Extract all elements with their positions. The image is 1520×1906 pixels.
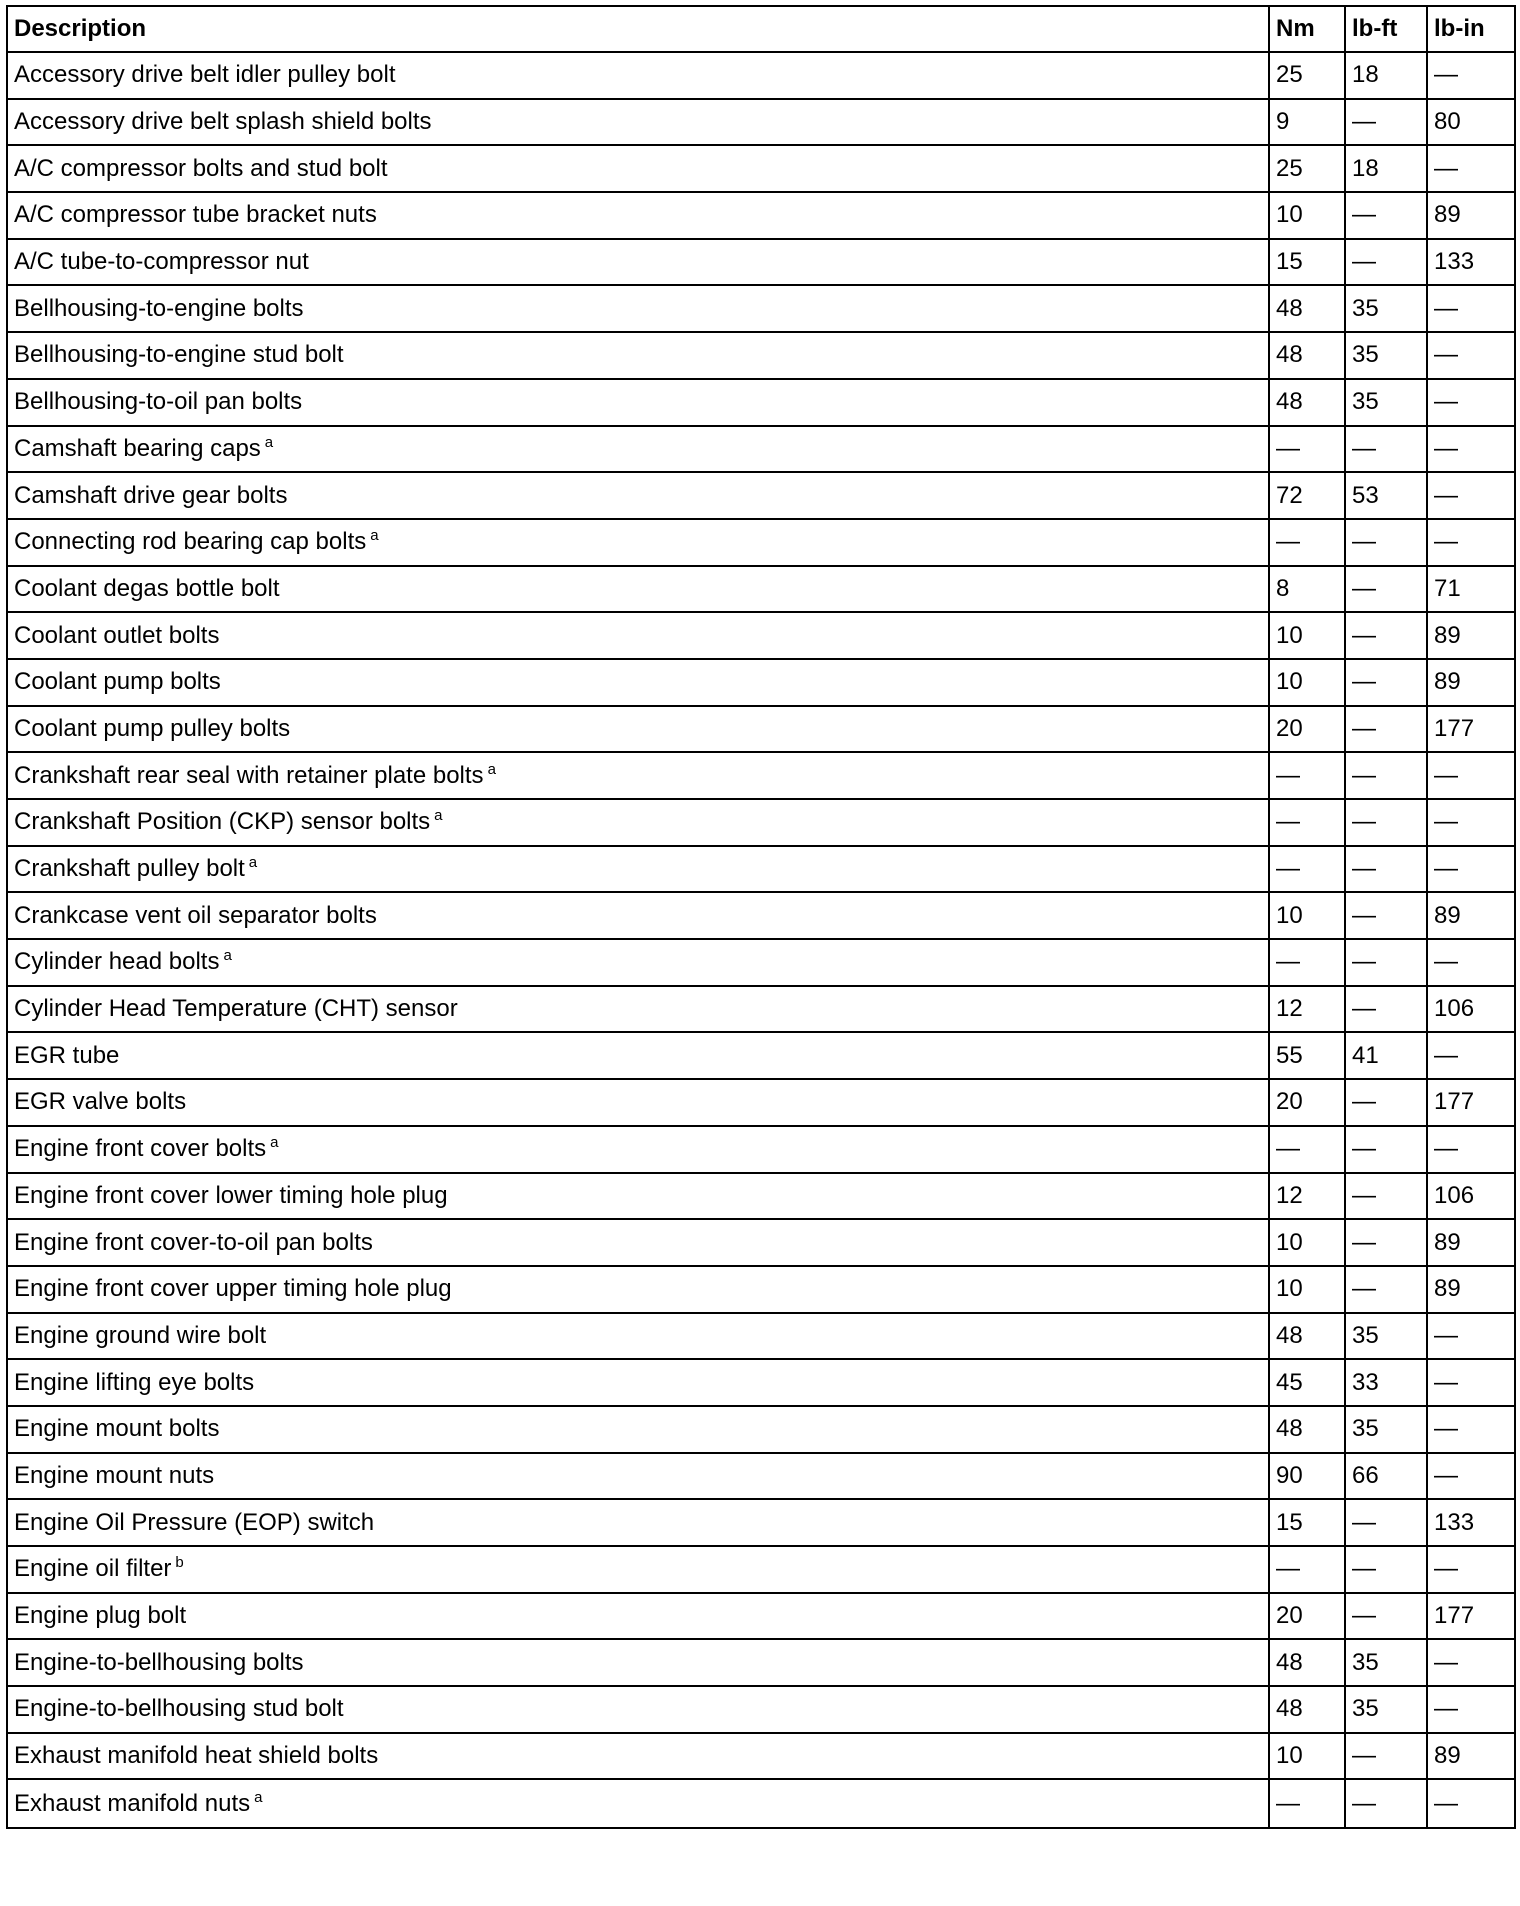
description-text: Connecting rod bearing cap bolts: [14, 528, 367, 556]
table-row: [7, 706, 1515, 753]
cell-lb-in: —: [1427, 426, 1515, 473]
description-text: Engine plug bolt: [14, 1602, 187, 1630]
cell-lb-ft: —: [1345, 846, 1427, 893]
cell-lb-in: 89: [1427, 192, 1515, 239]
description-text: Coolant pump pulley bolts: [14, 714, 291, 742]
cell-description: [7, 1173, 1269, 1220]
cell-lb-in: —: [1427, 519, 1515, 566]
cell-lb-in: —: [1427, 1359, 1515, 1406]
cell-lb-in: —: [1427, 285, 1515, 332]
table-row: [7, 892, 1515, 939]
cell-lb-ft: —: [1345, 892, 1427, 939]
description-text: Coolant pump bolts: [14, 668, 221, 696]
cell-lb-ft: 18: [1345, 145, 1427, 192]
cell-lb-in: 133: [1427, 1499, 1515, 1546]
cell-description: [7, 1126, 1269, 1173]
description-text: Coolant degas bottle bolt: [14, 574, 280, 602]
cell-lb-ft: —: [1345, 239, 1427, 286]
cell-nm: 48: [1269, 332, 1345, 379]
table-row: [7, 846, 1515, 893]
cell-nm: 10: [1269, 1733, 1345, 1780]
description-text: Bellhousing-to-engine stud bolt: [14, 341, 344, 369]
col-header-lb-ft: lb-ft: [1345, 6, 1427, 52]
table-row: [7, 799, 1515, 846]
cell-nm: 12: [1269, 986, 1345, 1033]
cell-nm: 48: [1269, 379, 1345, 426]
cell-lb-in: —: [1427, 752, 1515, 799]
cell-description: [7, 706, 1269, 753]
cell-description: [7, 332, 1269, 379]
cell-lb-ft: 53: [1345, 472, 1427, 519]
cell-lb-ft: —: [1345, 1779, 1427, 1828]
cell-description: [7, 799, 1269, 846]
cell-description: [7, 846, 1269, 893]
cell-lb-ft: —: [1345, 799, 1427, 846]
cell-description: [7, 752, 1269, 799]
cell-lb-in: —: [1427, 939, 1515, 986]
cell-nm: 90: [1269, 1453, 1345, 1500]
cell-description: [7, 426, 1269, 473]
cell-description: [7, 1219, 1269, 1266]
description-text: Coolant outlet bolts: [14, 621, 220, 649]
cell-nm: 10: [1269, 1266, 1345, 1313]
cell-nm: 10: [1269, 612, 1345, 659]
cell-description: [7, 892, 1269, 939]
description-text: Engine oil filter: [14, 1555, 172, 1583]
cell-lb-in: 177: [1427, 1079, 1515, 1126]
cell-nm: 9: [1269, 99, 1345, 146]
cell-lb-in: —: [1427, 1453, 1515, 1500]
table-row: [7, 939, 1515, 986]
cell-lb-ft: —: [1345, 939, 1427, 986]
cell-description: [7, 239, 1269, 286]
cell-nm: 20: [1269, 1079, 1345, 1126]
cell-description: [7, 659, 1269, 706]
description-text: Bellhousing-to-engine bolts: [14, 294, 304, 322]
cell-lb-in: —: [1427, 1126, 1515, 1173]
cell-nm: —: [1269, 939, 1345, 986]
cell-description: [7, 1313, 1269, 1360]
cell-lb-in: 106: [1427, 1173, 1515, 1220]
footnote-marker: a: [370, 527, 379, 545]
cell-description: [7, 566, 1269, 613]
footnote-marker: a: [223, 947, 232, 965]
table-row: [7, 239, 1515, 286]
cell-nm: 48: [1269, 1406, 1345, 1453]
cell-nm: 8: [1269, 566, 1345, 613]
cell-nm: 10: [1269, 1219, 1345, 1266]
cell-lb-in: 177: [1427, 706, 1515, 753]
cell-description: [7, 1406, 1269, 1453]
description-text: EGR tube: [14, 1041, 120, 1069]
cell-description: [7, 519, 1269, 566]
description-text: Engine front cover lower timing hole plug: [14, 1181, 448, 1209]
cell-lb-ft: —: [1345, 659, 1427, 706]
cell-description: [7, 1359, 1269, 1406]
table-row: [7, 145, 1515, 192]
cell-lb-in: 106: [1427, 986, 1515, 1033]
col-header-description: Description: [7, 6, 1269, 52]
footnote-marker: a: [434, 807, 443, 825]
table-row: [7, 519, 1515, 566]
cell-lb-in: —: [1427, 1686, 1515, 1733]
description-text: Camshaft drive gear bolts: [14, 481, 288, 509]
description-text: A/C compressor bolts and stud bolt: [14, 154, 388, 182]
footnote-marker: a: [248, 854, 258, 872]
cell-lb-ft: —: [1345, 566, 1427, 613]
description-text: Engine-to-bellhousing bolts: [14, 1648, 304, 1676]
cell-lb-ft: 35: [1345, 1639, 1427, 1686]
cell-lb-ft: —: [1345, 1173, 1427, 1220]
cell-lb-in: 133: [1427, 239, 1515, 286]
cell-description: [7, 1453, 1269, 1500]
table-row: [7, 566, 1515, 613]
table-row: [7, 752, 1515, 799]
cell-lb-in: 89: [1427, 1219, 1515, 1266]
cell-lb-ft: —: [1345, 99, 1427, 146]
description-text: A/C tube-to-compressor nut: [14, 248, 309, 276]
cell-lb-ft: 35: [1345, 1686, 1427, 1733]
cell-nm: 15: [1269, 239, 1345, 286]
cell-nm: 48: [1269, 1639, 1345, 1686]
cell-nm: 15: [1269, 1499, 1345, 1546]
cell-lb-in: —: [1427, 846, 1515, 893]
table-row: [7, 1313, 1515, 1360]
table-row: [7, 659, 1515, 706]
cell-lb-ft: 18: [1345, 52, 1427, 99]
cell-nm: 20: [1269, 706, 1345, 753]
cell-nm: 48: [1269, 1313, 1345, 1360]
description-text: Engine front cover-to-oil pan bolts: [14, 1228, 373, 1256]
description-text: Accessory drive belt idler pulley bolt: [14, 61, 396, 89]
cell-description: [7, 986, 1269, 1033]
table-row: [7, 1079, 1515, 1126]
cell-lb-in: —: [1427, 1546, 1515, 1593]
table-row: [7, 1779, 1515, 1828]
col-header-nm: Nm: [1269, 6, 1345, 52]
table-row: [7, 1733, 1515, 1780]
cell-description: [7, 1499, 1269, 1546]
description-text: Crankshaft Position (CKP) sensor bolts: [14, 808, 431, 836]
cell-lb-ft: 66: [1345, 1453, 1427, 1500]
table-row: [7, 192, 1515, 239]
table-row: [7, 612, 1515, 659]
cell-lb-ft: 35: [1345, 379, 1427, 426]
cell-lb-in: —: [1427, 1639, 1515, 1686]
cell-description: [7, 1733, 1269, 1780]
cell-lb-ft: —: [1345, 192, 1427, 239]
table-row: [7, 1032, 1515, 1079]
cell-lb-in: —: [1427, 1406, 1515, 1453]
cell-lb-in: 89: [1427, 1266, 1515, 1313]
cell-lb-in: 177: [1427, 1593, 1515, 1640]
cell-nm: 48: [1269, 1686, 1345, 1733]
description-text: Engine lifting eye bolts: [14, 1368, 255, 1396]
table-row: [7, 472, 1515, 519]
cell-lb-in: 71: [1427, 566, 1515, 613]
cell-nm: 10: [1269, 892, 1345, 939]
cell-lb-ft: 33: [1345, 1359, 1427, 1406]
description-text: Exhaust manifold nuts: [14, 1789, 251, 1817]
cell-lb-in: —: [1427, 1313, 1515, 1360]
description-text: Engine mount bolts: [14, 1415, 220, 1443]
cell-description: [7, 285, 1269, 332]
cell-nm: —: [1269, 1779, 1345, 1828]
cell-description: [7, 99, 1269, 146]
cell-description: [7, 939, 1269, 986]
table-row: [7, 1593, 1515, 1640]
cell-lb-in: 89: [1427, 659, 1515, 706]
table-row: [7, 1359, 1515, 1406]
description-text: Exhaust manifold heat shield bolts: [14, 1742, 379, 1770]
cell-description: [7, 379, 1269, 426]
cell-lb-ft: 35: [1345, 332, 1427, 379]
footnote-marker: a: [270, 1134, 279, 1152]
cell-description: [7, 1266, 1269, 1313]
cell-lb-ft: 41: [1345, 1032, 1427, 1079]
footnote-marker: b: [175, 1554, 184, 1572]
table-row: [7, 1686, 1515, 1733]
table-row: [7, 1126, 1515, 1173]
cell-lb-in: —: [1427, 1032, 1515, 1079]
cell-lb-in: 89: [1427, 1733, 1515, 1780]
torque-spec-table: [6, 5, 1516, 1829]
cell-nm: —: [1269, 1126, 1345, 1173]
cell-lb-ft: 35: [1345, 1313, 1427, 1360]
table-row: [7, 52, 1515, 99]
footnote-marker: a: [487, 760, 496, 778]
col-header-lb-in: lb-in: [1427, 6, 1515, 52]
cell-nm: 10: [1269, 659, 1345, 706]
description-text: Cylinder Head Temperature (CHT) sensor: [14, 995, 458, 1023]
table-row: [7, 1406, 1515, 1453]
cell-lb-ft: —: [1345, 1079, 1427, 1126]
description-text: EGR valve bolts: [14, 1088, 187, 1116]
description-text: Cylinder head bolts: [14, 948, 220, 976]
table-row: [7, 1453, 1515, 1500]
cell-description: [7, 1779, 1269, 1828]
description-text: Bellhousing-to-oil pan bolts: [14, 388, 303, 416]
table-row: [7, 379, 1515, 426]
description-text: Engine front cover upper timing hole plug: [14, 1275, 452, 1303]
description-text: Crankshaft pulley bolt: [14, 855, 245, 883]
cell-lb-ft: —: [1345, 1499, 1427, 1546]
cell-lb-ft: 35: [1345, 285, 1427, 332]
description-text: Engine front cover bolts: [14, 1135, 267, 1163]
cell-description: [7, 612, 1269, 659]
footnote-marker: a: [254, 1788, 263, 1806]
table-row: [7, 1173, 1515, 1220]
cell-nm: 25: [1269, 145, 1345, 192]
cell-nm: —: [1269, 519, 1345, 566]
cell-lb-ft: —: [1345, 519, 1427, 566]
header-row: [7, 6, 1515, 52]
cell-lb-ft: —: [1345, 706, 1427, 753]
cell-nm: 25: [1269, 52, 1345, 99]
cell-nm: —: [1269, 1546, 1345, 1593]
cell-description: [7, 1546, 1269, 1593]
description-text: Accessory drive belt splash shield bolts: [14, 108, 432, 136]
cell-lb-in: —: [1427, 1779, 1515, 1828]
cell-nm: —: [1269, 799, 1345, 846]
table-row: [7, 1219, 1515, 1266]
description-text: Engine Oil Pressure (EOP) switch: [14, 1508, 375, 1536]
table-row: [7, 1639, 1515, 1686]
cell-lb-ft: 35: [1345, 1406, 1427, 1453]
cell-nm: 12: [1269, 1173, 1345, 1220]
cell-lb-ft: —: [1345, 426, 1427, 473]
cell-nm: 10: [1269, 192, 1345, 239]
table-row: [7, 1499, 1515, 1546]
cell-description: [7, 192, 1269, 239]
description-text: A/C compressor tube bracket nuts: [14, 201, 377, 229]
cell-nm: 72: [1269, 472, 1345, 519]
cell-lb-ft: —: [1345, 1733, 1427, 1780]
description-text: Engine-to-bellhousing stud bolt: [14, 1695, 344, 1723]
cell-lb-in: 89: [1427, 892, 1515, 939]
cell-description: [7, 1032, 1269, 1079]
description-text: Engine mount nuts: [14, 1461, 215, 1489]
table-row: [7, 426, 1515, 473]
description-text: Crankcase vent oil separator bolts: [14, 901, 377, 929]
table-row: [7, 99, 1515, 146]
cell-nm: —: [1269, 846, 1345, 893]
cell-lb-ft: —: [1345, 1266, 1427, 1313]
table-row: [7, 285, 1515, 332]
description-text: Crankshaft rear seal with retainer plate bolts: [14, 761, 484, 789]
cell-nm: 45: [1269, 1359, 1345, 1406]
cell-description: [7, 1079, 1269, 1126]
cell-lb-in: —: [1427, 379, 1515, 426]
cell-lb-in: —: [1427, 52, 1515, 99]
description-text: Engine ground wire bolt: [14, 1321, 267, 1349]
cell-nm: 20: [1269, 1593, 1345, 1640]
cell-lb-in: 89: [1427, 612, 1515, 659]
cell-nm: —: [1269, 752, 1345, 799]
table-row: [7, 332, 1515, 379]
cell-description: [7, 1686, 1269, 1733]
cell-description: [7, 145, 1269, 192]
cell-description: [7, 1593, 1269, 1640]
cell-lb-ft: —: [1345, 1593, 1427, 1640]
cell-description: [7, 1639, 1269, 1686]
cell-lb-ft: —: [1345, 1546, 1427, 1593]
table-row: [7, 1546, 1515, 1593]
cell-lb-ft: —: [1345, 612, 1427, 659]
cell-nm: —: [1269, 426, 1345, 473]
cell-lb-in: —: [1427, 145, 1515, 192]
cell-lb-in: —: [1427, 332, 1515, 379]
cell-lb-ft: —: [1345, 1126, 1427, 1173]
cell-nm: 55: [1269, 1032, 1345, 1079]
table-row: [7, 986, 1515, 1033]
table-row: [7, 1266, 1515, 1313]
description-text: Camshaft bearing caps: [14, 434, 261, 462]
cell-description: [7, 472, 1269, 519]
footnote-marker: a: [264, 433, 274, 451]
cell-lb-ft: —: [1345, 752, 1427, 799]
cell-lb-in: —: [1427, 799, 1515, 846]
cell-lb-ft: —: [1345, 986, 1427, 1033]
cell-lb-in: —: [1427, 472, 1515, 519]
table-body: [7, 52, 1515, 1828]
cell-nm: 48: [1269, 285, 1345, 332]
cell-description: [7, 52, 1269, 99]
cell-lb-ft: —: [1345, 1219, 1427, 1266]
cell-lb-in: 80: [1427, 99, 1515, 146]
